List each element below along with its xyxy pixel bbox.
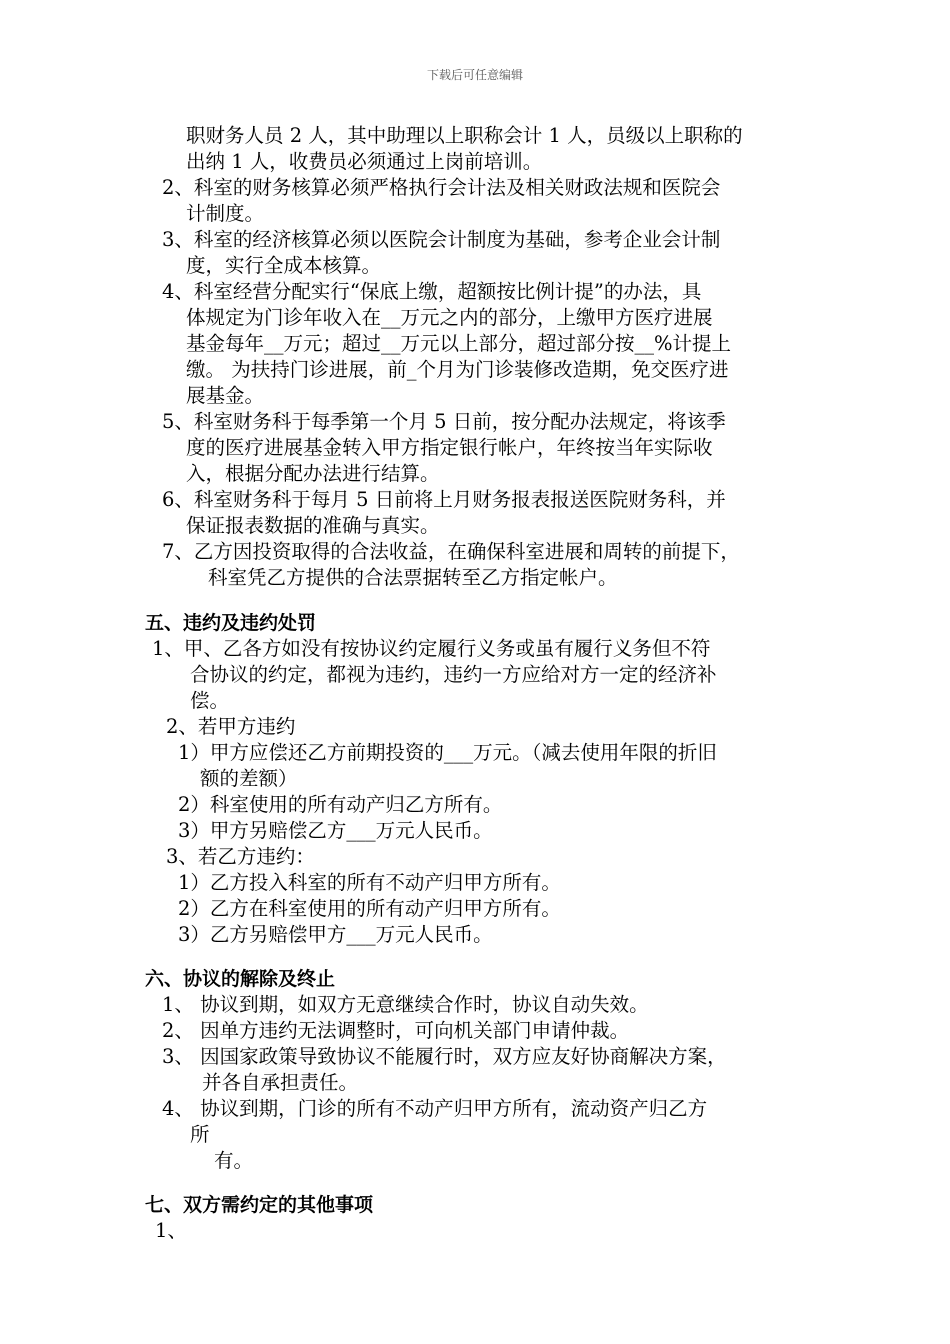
text-line: 2、 因单方违约无法调整时，可向机关部门申请仲裁。 xyxy=(162,1019,630,1042)
text-line: 3）乙方另赔偿甲方___万元人民币。 xyxy=(178,923,493,946)
text-line: 职财务人员 2 人，其中助理以上职称会计 1 人，员级以上职称的 xyxy=(186,124,743,147)
text-line: 2）科室使用的所有动产归乙方所有。 xyxy=(178,793,503,816)
text-line: 有。 xyxy=(214,1149,254,1172)
text-line: 4、科室经营分配实行“保底上缴，超额按比例计提”的办法，具 xyxy=(162,280,702,303)
text-line: 2、若甲方违约 xyxy=(166,715,296,738)
text-line: 5、科室财务科于每季第一个月 5 日前，按分配办法规定，将该季 xyxy=(162,410,726,433)
text-line: 基金每年__万元；超过__万元以上部分，超过部分按__%计提上 xyxy=(186,332,732,355)
text-line: 1、 xyxy=(155,1219,187,1242)
text-line: 保证报表数据的准确与真实。 xyxy=(186,514,440,537)
text-line: 3）甲方另赔偿乙方___万元人民币。 xyxy=(178,819,493,842)
section-heading: 五、违约及违约处罚 xyxy=(145,612,317,634)
text-line: 1）乙方投入科室的所有不动产归甲方所有。 xyxy=(178,871,561,894)
text-line: 度的医疗进展基金转入甲方指定银行帐户，年终按当年实际收 xyxy=(186,436,713,459)
text-line: 3、若乙方违约： xyxy=(166,845,315,868)
section-heading: 七、双方需约定的其他事项 xyxy=(145,1194,374,1216)
text-line: 2、科室的财务核算必须严格执行会计法及相关财政法规和医院会 xyxy=(162,176,721,199)
text-line: 科室凭乙方提供的合法票据转至乙方指定帐户。 xyxy=(208,566,618,589)
text-line: 缴。 为扶持门诊进展，前_个月为门诊装修改造期，免交医疗进 xyxy=(186,358,729,381)
text-line: 6、科室财务科于每月 5 日前将上月财务报表报送医院财务科，并 xyxy=(162,488,726,511)
text-line: 体规定为门诊年收入在__万元之内的部分，上缴甲方医疗进展 xyxy=(186,306,713,329)
text-line: 展基金。 xyxy=(186,384,265,407)
text-line: 2）乙方在科室使用的所有动产归甲方所有。 xyxy=(178,897,561,920)
text-line: 额的差额） xyxy=(200,767,298,790)
text-line: 4、 协议到期，门诊的所有不动产归甲方所有，流动资产归乙方 xyxy=(162,1097,708,1120)
text-line: 7、乙方因投资取得的合法收益，在确保科室进展和周转的前提下， xyxy=(162,540,740,563)
page-header: 下载后可任意编辑 xyxy=(426,68,523,82)
text-line: 并各自承担责任。 xyxy=(202,1071,359,1094)
text-line: 合协议的约定，都视为违约，违约一方应给对方一定的经济补 xyxy=(190,663,717,686)
text-line: 1）甲方应偿还乙方前期投资的___万元。（减去使用年限的折旧 xyxy=(178,741,717,764)
section-heading: 六、协议的解除及终止 xyxy=(145,968,336,990)
text-line: 1、甲、乙各方如没有按协议约定履行义务或虽有履行义务但不符 xyxy=(152,637,711,660)
text-line: 3、科室的经济核算必须以医院会计制度为基础，参考企业会计制 xyxy=(162,228,721,251)
text-line: 1、 协议到期，如双方无意继续合作时，协议自动失效。 xyxy=(162,993,649,1016)
text-line: 计制度。 xyxy=(186,202,265,225)
text-line: 所 xyxy=(190,1123,210,1146)
text-line: 偿。 xyxy=(190,689,230,712)
text-line: 出纳 1 人，收费员必须通过上岗前培训。 xyxy=(186,150,543,173)
text-line: 3、 因国家政策导致协议不能履行时，双方应友好协商解决方案， xyxy=(162,1045,727,1068)
text-line: 入，根据分配办法进行结算。 xyxy=(186,462,440,485)
text-line: 度，实行全成本核算。 xyxy=(186,254,382,277)
